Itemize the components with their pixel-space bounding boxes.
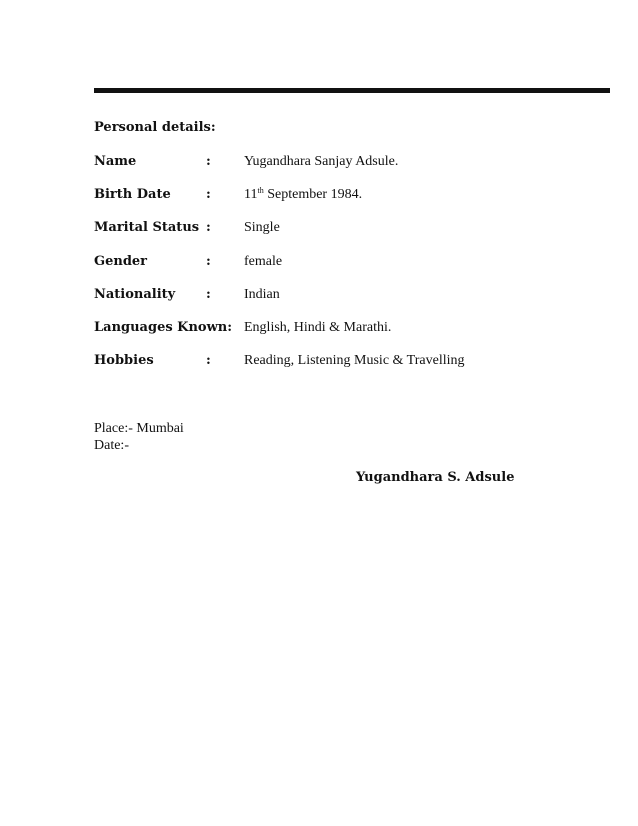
row-value: Yugandhara Sanjay Adsule. bbox=[244, 154, 399, 169]
row-value: English, Hindi & Marathi. bbox=[244, 320, 392, 335]
row-label: Gender bbox=[94, 254, 148, 269]
row-label: Languages Known: bbox=[94, 320, 233, 335]
row-value: Reading, Listening Music & Travelling bbox=[244, 353, 465, 368]
row-value: Single bbox=[244, 220, 280, 235]
row-colon: : bbox=[206, 154, 211, 169]
row-colon: : bbox=[206, 187, 211, 202]
row-label: Nationality bbox=[94, 287, 176, 302]
row-colon: : bbox=[206, 254, 211, 269]
detail-row-name bbox=[94, 154, 594, 172]
row-label: Birth Date bbox=[94, 187, 171, 202]
row-value: Indian bbox=[244, 287, 280, 302]
detail-row-birth-date bbox=[94, 187, 594, 205]
row-value bbox=[244, 187, 362, 203]
section-title: Personal details: bbox=[94, 120, 216, 135]
detail-row-hobbies bbox=[94, 353, 594, 371]
row-label: Marital Status bbox=[94, 220, 200, 235]
header-rule bbox=[94, 88, 610, 93]
detail-row-marital-status bbox=[94, 220, 594, 238]
birth-day: 11 bbox=[244, 187, 258, 202]
detail-row-languages bbox=[94, 320, 594, 338]
date-line: Date:- bbox=[94, 438, 129, 453]
birth-month-year: September 1984. bbox=[263, 187, 363, 202]
row-colon: : bbox=[206, 220, 211, 235]
detail-row-gender bbox=[94, 254, 594, 272]
detail-row-nationality bbox=[94, 287, 594, 305]
row-label: Name bbox=[94, 154, 137, 169]
place-line: Place:- Mumbai bbox=[94, 421, 184, 436]
row-value: female bbox=[244, 254, 283, 269]
birth-day-suffix: th bbox=[257, 186, 264, 195]
signature-name: Yugandhara S. Adsule bbox=[356, 470, 515, 485]
row-colon: : bbox=[206, 353, 211, 368]
row-colon: : bbox=[206, 287, 211, 302]
row-label: Hobbies bbox=[94, 353, 154, 368]
